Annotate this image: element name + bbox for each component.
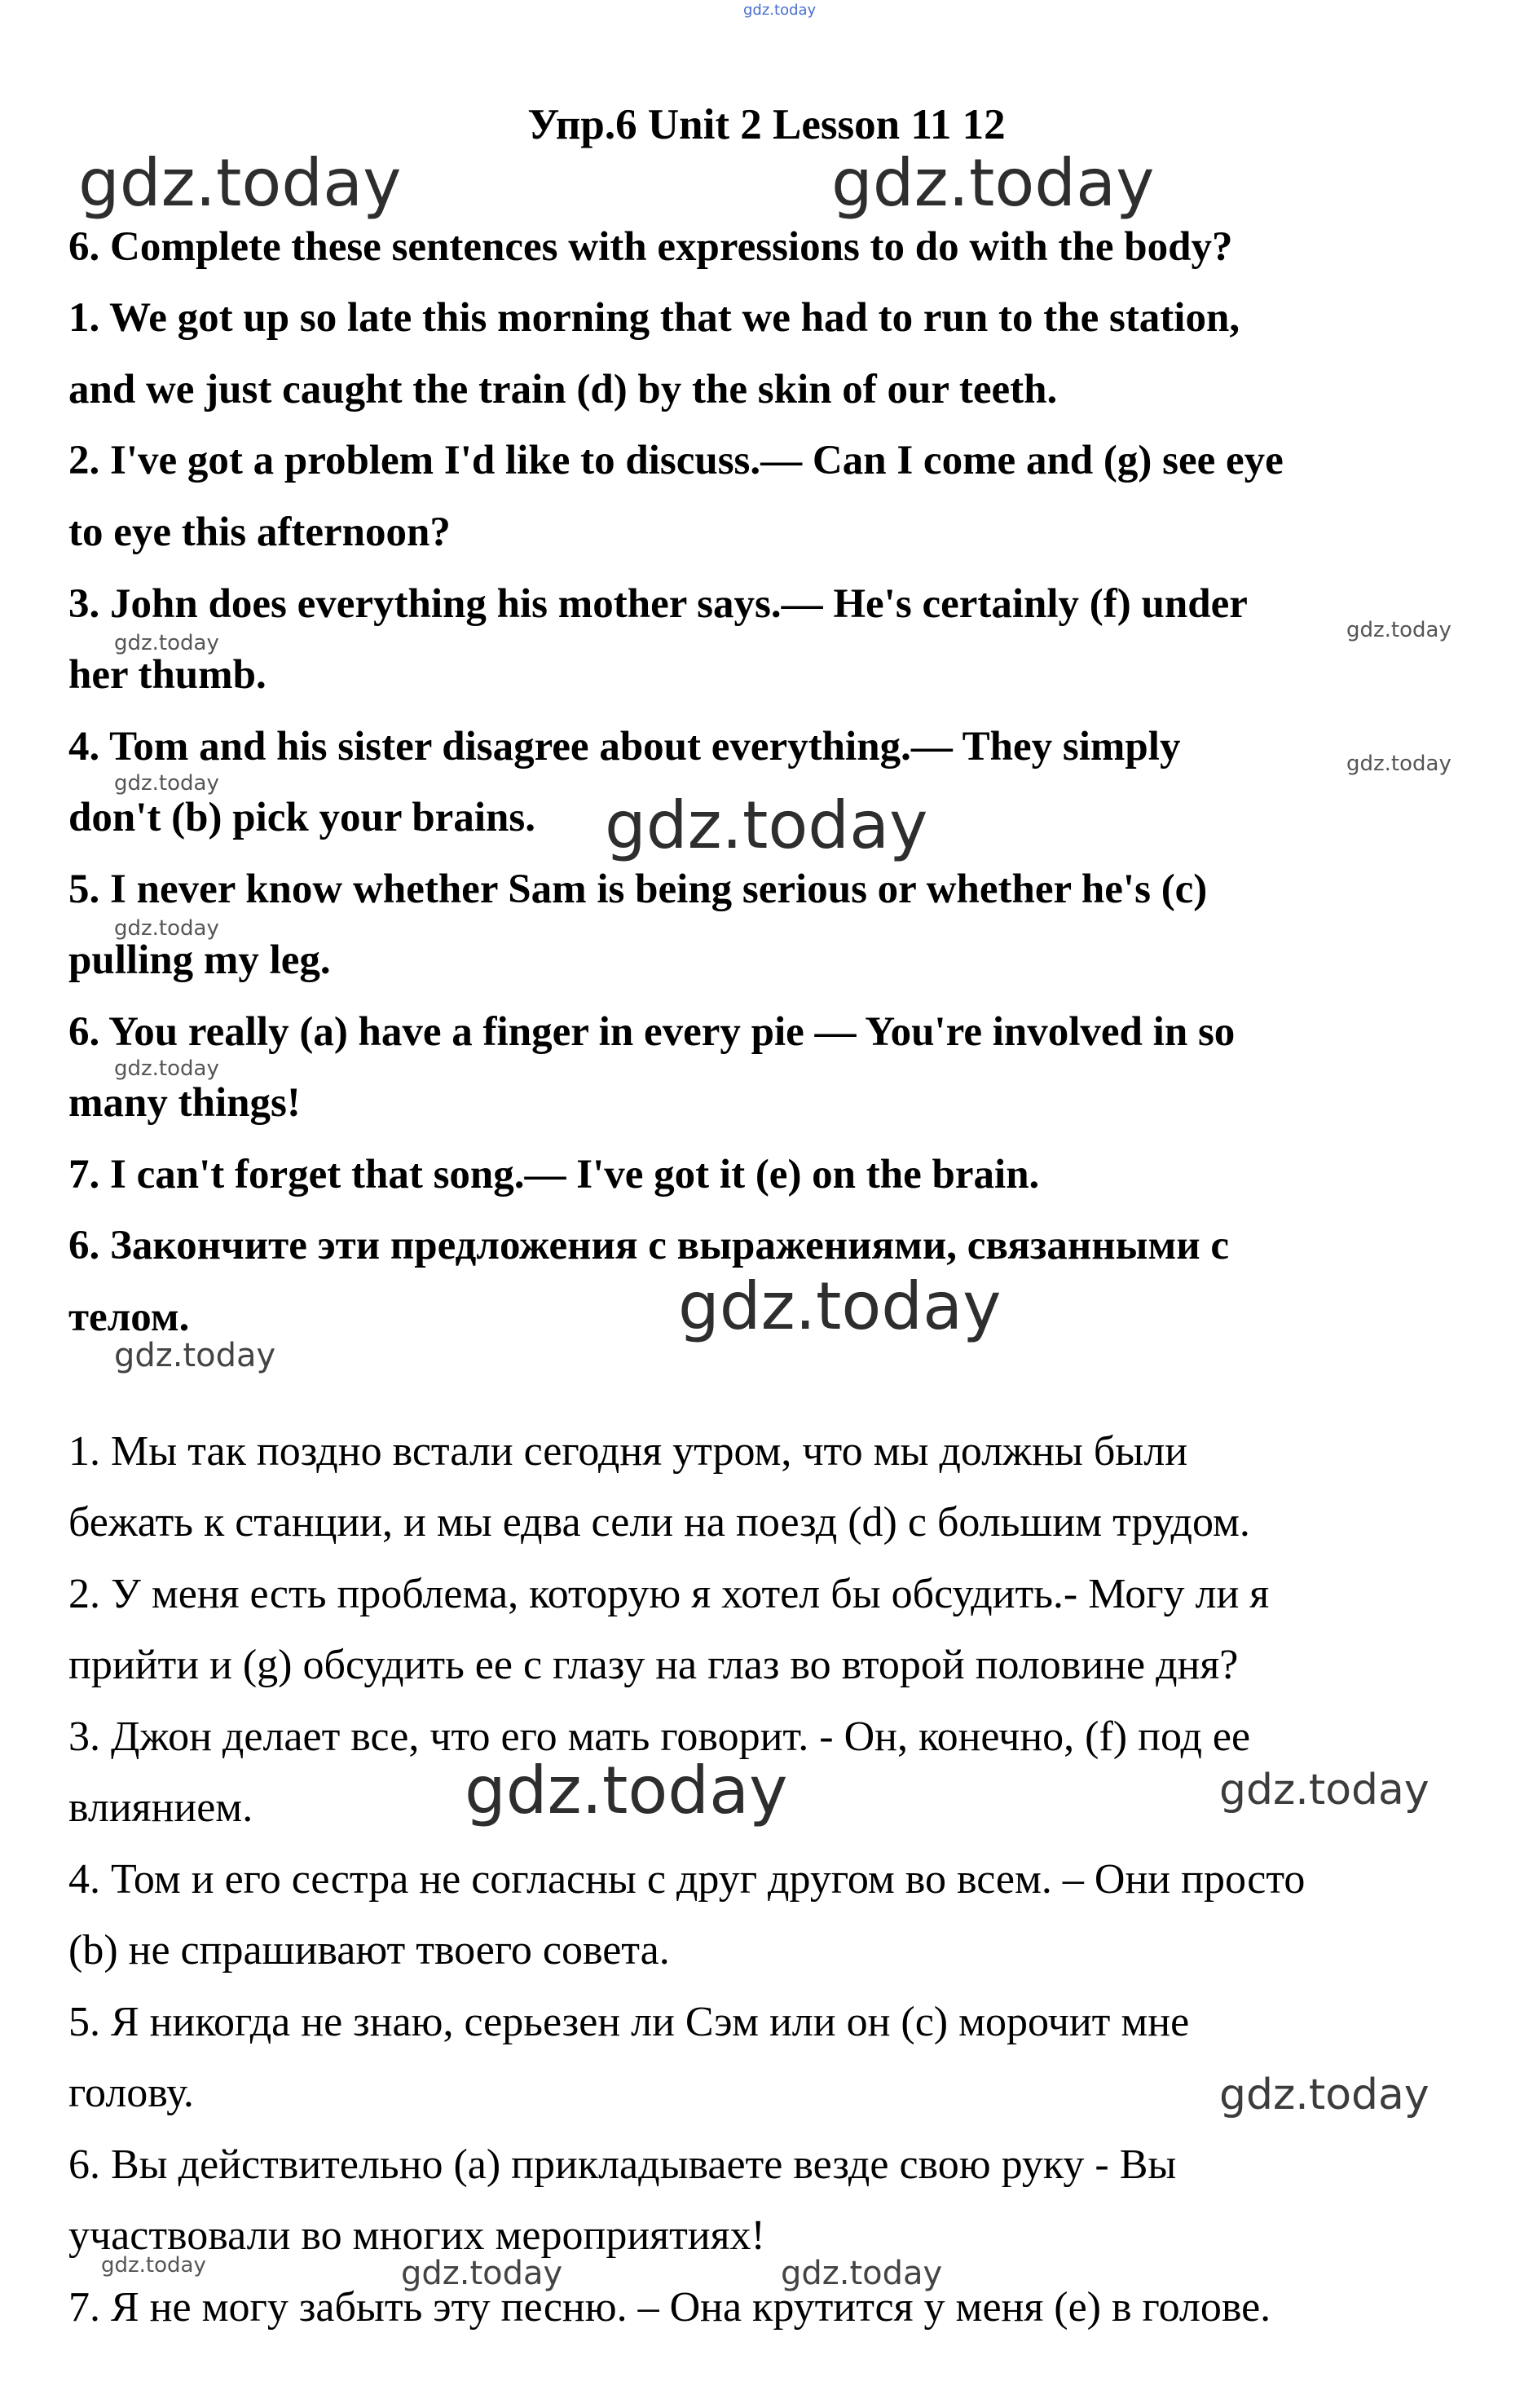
russian-line: (b) не спрашивают твоего совета. [68,1927,670,1974]
english-line: 7. I can't forget that song.— I've got it (e) on the brain. [68,1152,1040,1197]
watermark: gdz.today [831,145,1155,221]
watermark: gdz.today [1219,2071,1429,2119]
watermark: gdz.today [401,2255,563,2292]
english-line: her thumb. [68,652,267,698]
watermark: gdz.today [605,787,928,863]
english-line: and we just caught the train (d) by the skin of our teeth. [68,367,1058,412]
watermark: gdz.today [114,631,219,655]
russian-line: прийти и (g) обсудить ее с глазу на глаз во второй половине дня? [68,1642,1239,1688]
russian-line: влиянием. [68,1784,253,1831]
english-line: 1. We got up so late this morning that we had to run to the station, [68,295,1240,341]
watermark: gdz.today [1346,752,1452,776]
russian-line: 7. Я не могу забыть эту песню. – Она крутится у меня (e) в голове. [68,2284,1271,2331]
watermark: gdz.today [114,1056,219,1081]
russian-line: 2. У меня есть проблема, которую я хотел бы обсудить.- Могу ли я [68,1571,1270,1617]
english-line: 2. I've got a problem I'd like to discuss.— Can I come and (g) see eye [68,438,1284,483]
watermark-top: gdz.today [743,2,817,19]
english-heading: 6. Complete these sentences with expressions to do with the body? [68,224,1233,270]
russian-heading: 6. Закончите эти предложения с выражениями, связанными с [68,1223,1229,1268]
russian-line: голову. [68,2070,194,2116]
russian-line: бежать к станции, и мы едва сели на поезд (d) с большим трудом. [68,1499,1250,1546]
watermark: gdz.today [1346,618,1452,642]
russian-heading: телом. [68,1294,190,1340]
watermark: gdz.today [1219,1766,1429,1815]
russian-line: 6. Вы действительно (a) прикладываете везде свою руку - Вы [68,2141,1177,2188]
english-line: don't (b) pick your brains. [68,795,535,840]
watermark: gdz.today [101,2253,206,2278]
english-line: to eye this afternoon? [68,509,451,555]
watermark: gdz.today [781,2255,943,2292]
english-line: pulling my leg. [68,937,331,983]
watermark: gdz.today [114,1337,276,1374]
watermark: gdz.today [678,1268,1002,1344]
watermark: gdz.today [114,771,219,796]
english-line: 3. John does everything his mother says.— He's certainly (f) under [68,581,1248,627]
english-line: 5. I never know whether Sam is being serious or whether he's (c) [68,867,1208,912]
russian-line: 3. Джон делает все, что его мать говорит. - Он, конечно, (f) под ее [68,1713,1251,1760]
russian-line: 5. Я никогда не знаю, серьезен ли Сэм или он (c) морочит мне [68,1999,1190,2045]
russian-line: участвовали во многих мероприятиях! [68,2212,765,2259]
english-line: 6. You really (a) have a finger in every pie — You're involved in so [68,1009,1236,1055]
watermark: gdz.today [465,1753,788,1828]
russian-line: 4. Том и его сестра не согласны с друг другом во всем. – Они просто [68,1856,1306,1903]
watermark: gdz.today [78,145,402,221]
watermark: gdz.today [114,916,219,941]
page-title: Упр.6 Unit 2 Lesson 11 12 [527,101,1006,148]
english-line: 4. Tom and his sister disagree about everything.— They simply [68,724,1181,770]
english-line: many things! [68,1080,301,1126]
russian-line: 1. Мы так поздно встали сегодня утром, что мы должны были [68,1428,1188,1475]
